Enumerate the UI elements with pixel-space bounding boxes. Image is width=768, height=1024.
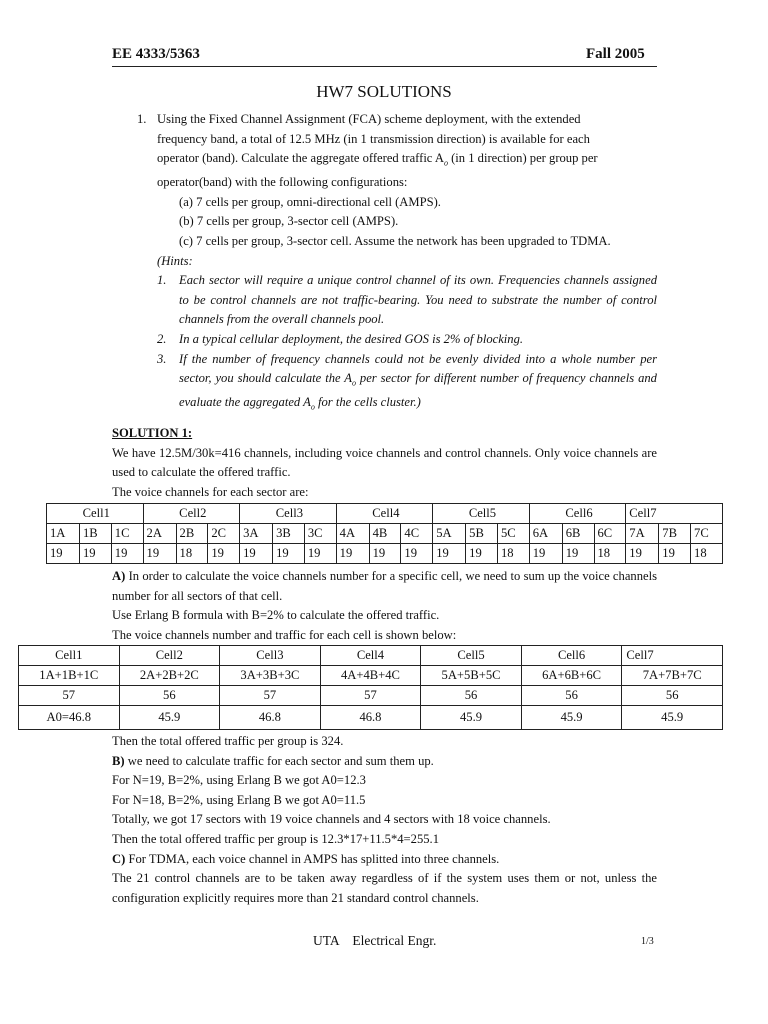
table-header-row — [47, 504, 723, 524]
table-cell: 18 — [176, 544, 208, 564]
solution-heading: SOLUTION 1: — [112, 426, 193, 440]
table-cell: 56 — [622, 686, 723, 706]
table-cell: 7B — [659, 524, 691, 544]
table-cell: 4A+4B+4C — [320, 666, 421, 686]
hints-label: (Hints: — [157, 253, 193, 268]
table-header-row — [19, 646, 723, 666]
part-b-paragraph — [112, 752, 657, 772]
course-code: EE 4333/5363 — [112, 46, 200, 62]
table-cell: 45.9 — [521, 706, 622, 730]
config-b: (b) 7 cells per group, 3-sector cell (AMPS). — [179, 214, 399, 229]
hint-text: for the cells cluster.) — [314, 395, 421, 410]
table-cell: 7A — [626, 524, 659, 544]
hint-3 — [157, 350, 657, 418]
hint-number: 3. — [157, 351, 167, 366]
table-cell: 19 — [433, 544, 466, 564]
table-cell: 4C — [401, 524, 433, 544]
table-cell: Cell7 — [622, 646, 723, 666]
table-cell: 3A — [240, 524, 273, 544]
table-cell: 45.9 — [119, 706, 220, 730]
table-cell: 19 — [659, 544, 691, 564]
table-cell: 1A+1B+1C — [19, 666, 120, 686]
table-cell: 18 — [594, 544, 626, 564]
table-cell: 5A+5B+5C — [421, 666, 522, 686]
table-cell: 19 — [529, 544, 562, 564]
table-cell: 3A+3B+3C — [220, 666, 321, 686]
sector-count: Totally, we got 17 sectors with 19 voice channels and 4 sectors with 18 voice channels. — [112, 812, 551, 827]
table-cell: 2B — [176, 524, 208, 544]
table-row — [19, 706, 723, 730]
table-cell: 57 — [320, 686, 421, 706]
table-cell: 19 — [304, 544, 336, 564]
subscript: o — [443, 158, 448, 168]
hint-2 — [157, 330, 657, 350]
table-cell: 45.9 — [421, 706, 522, 730]
problem-line — [157, 149, 657, 173]
table-cell: 45.9 — [622, 706, 723, 730]
problem-line: frequency band, a total of 12.5 MHz (in 1 transmission direction) is available for each — [157, 131, 590, 146]
table-cell: 2C — [208, 524, 240, 544]
table-cell: 19 — [79, 544, 111, 564]
table-cell: 56 — [521, 686, 622, 706]
config-a: (a) 7 cells per group, omni-directional cell (AMPS). — [179, 194, 441, 209]
table-cell: 6B — [562, 524, 594, 544]
table-cell: 19 — [562, 544, 594, 564]
table-cell: 2A — [143, 524, 176, 544]
hint-number: 1. — [157, 273, 167, 288]
table-cell: 56 — [119, 686, 220, 706]
part-a-text — [112, 567, 657, 645]
table-cell: Cell5 — [433, 504, 530, 524]
erlang-note: Use Erlang B formula with B=2% to calculate the offered traffic. — [112, 608, 440, 623]
hint-text: In a typical cellular deployment, the desired GOS is 2% of blocking. — [179, 332, 524, 347]
sector-channels-table — [46, 503, 723, 564]
table-cell: 19 — [369, 544, 401, 564]
subscript: o — [351, 378, 356, 388]
table-cell: 18 — [691, 544, 723, 564]
table-cell: 57 — [220, 686, 321, 706]
solution-paragraph: We have 12.5M/30k=416 channels, including voice channels and control channels. Only voice channels are used to calculate the offered traffic. — [112, 445, 657, 480]
table-cell: Cell6 — [521, 646, 622, 666]
table-cell: 19 — [208, 544, 240, 564]
part-a-paragraph — [112, 567, 657, 606]
table-row — [47, 544, 723, 564]
table-cell: 19 — [47, 544, 80, 564]
table-cell: Cell3 — [240, 504, 337, 524]
solution-intro — [112, 424, 657, 502]
part-c-body: For TDMA, each voice channel in AMPS has splitted into three channels. — [125, 851, 500, 866]
table-row — [19, 686, 723, 706]
table-cell: 57 — [19, 686, 120, 706]
table-cell: 19 — [626, 544, 659, 564]
hint-text: per sector for different number of frequency channels and evaluate the aggregated A — [179, 371, 657, 410]
table-cell: 5A — [433, 524, 466, 544]
part-c-label: C) — [112, 851, 126, 866]
table-cell: 19 — [143, 544, 176, 564]
table-cell: Cell7 — [626, 504, 723, 524]
table-cell: 56 — [421, 686, 522, 706]
hint-text: If the number of frequency channels could not be evenly divided into a whole number per sector, you should calculate the A — [179, 351, 657, 386]
table-cell: Cell6 — [529, 504, 626, 524]
voice-label: The voice channels for each sector are: — [112, 484, 309, 499]
subscript: o — [310, 402, 315, 412]
table-cell: Cell2 — [143, 504, 240, 524]
table-cell: 5C — [497, 524, 529, 544]
erlang-n19: For N=19, B=2%, using Erlang B we got A0=12.3 — [112, 773, 366, 788]
table-cell: 19 — [336, 544, 369, 564]
table-cell: 19 — [273, 544, 305, 564]
hint-text: Each sector will require a unique control channel of its own. Frequencies channels assigned to be control channels are not traffic-bearing. You need to substrate the number of control channels from the overall channels pool. — [179, 273, 657, 327]
table-row — [19, 666, 723, 686]
table-cell: 19 — [111, 544, 143, 564]
table-cell: 2A+2B+2C — [119, 666, 220, 686]
problem-line-part: (in 1 direction) per group per — [447, 151, 598, 166]
footer-org: UTA Electrical Engr. — [313, 933, 437, 948]
table-cell: 19 — [466, 544, 498, 564]
table-cell: 5B — [466, 524, 498, 544]
page-title: HW7 SOLUTIONS — [316, 82, 452, 101]
control-channels-note: The 21 control channels are to be taken away regardless of if the system uses them or not, unless the configuration explicitly requires more than 21 standard control channels. — [112, 871, 657, 905]
solution-continued — [112, 732, 657, 908]
problem-line: Using the Fixed Channel Assignment (FCA) scheme deployment, with the extended — [157, 112, 581, 126]
problem-number: 1. — [137, 112, 147, 126]
table-cell: Cell1 — [47, 504, 144, 524]
table-cell: 1B — [79, 524, 111, 544]
table-cell: Cell3 — [220, 646, 321, 666]
table-cell: 6A+6B+6C — [521, 666, 622, 686]
table-cell: 19 — [240, 544, 273, 564]
hint-number: 2. — [157, 332, 167, 347]
problem-statement — [157, 110, 657, 417]
page-number: 1/3 — [641, 936, 654, 947]
part-a-label: A) — [112, 569, 126, 583]
table-cell: 4A — [336, 524, 369, 544]
cell-traffic-table — [18, 645, 723, 730]
table-cell: Cell2 — [119, 646, 220, 666]
table-cell: 1C — [111, 524, 143, 544]
part-b-label: B) — [112, 753, 125, 768]
hint-1 — [157, 271, 657, 330]
table-cell: Cell4 — [320, 646, 421, 666]
table-cell: Cell1 — [19, 646, 120, 666]
table-cell: A0=46.8 — [19, 706, 120, 730]
problem-line-part: operator (band). Calculate the aggregate offered traffic A — [157, 151, 444, 166]
table-row — [47, 524, 723, 544]
table2-label: The voice channels number and traffic for each cell is shown below: — [112, 627, 457, 642]
part-b-body: we need to calculate traffic for each sector and sum them up. — [124, 753, 434, 768]
table-cell: 19 — [401, 544, 433, 564]
part-a-body: In order to calculate the voice channels number for a specific cell, we need to sum up the voice channels number for all sectors of that cell. — [112, 569, 657, 603]
table-cell: 18 — [497, 544, 529, 564]
total-b: Then the total offered traffic per group is 12.3*17+11.5*4=255.1 — [112, 831, 439, 846]
problem-line: operator(band) with the following configurations: — [157, 175, 408, 190]
table-cell: 3B — [273, 524, 305, 544]
table-cell: 7A+7B+7C — [622, 666, 723, 686]
table-cell: 3C — [304, 524, 336, 544]
table-cell: Cell5 — [421, 646, 522, 666]
table-cell: 6C — [594, 524, 626, 544]
total-a: Then the total offered traffic per group is 324. — [112, 734, 344, 748]
erlang-n18: For N=18, B=2%, using Erlang B we got A0=11.5 — [112, 792, 366, 807]
table-cell: Cell4 — [336, 504, 433, 524]
table-cell: 46.8 — [220, 706, 321, 730]
table-cell: 7C — [691, 524, 723, 544]
table-cell: 1A — [47, 524, 80, 544]
config-c: (c) 7 cells per group, 3-sector cell. Assume the network has been upgraded to TDMA. — [179, 234, 611, 249]
table-cell: 46.8 — [320, 706, 421, 730]
header-rule — [112, 66, 657, 67]
part-c-paragraph — [112, 850, 657, 870]
term: Fall 2005 — [586, 46, 645, 62]
table-cell: 4B — [369, 524, 401, 544]
table-cell: 6A — [529, 524, 562, 544]
